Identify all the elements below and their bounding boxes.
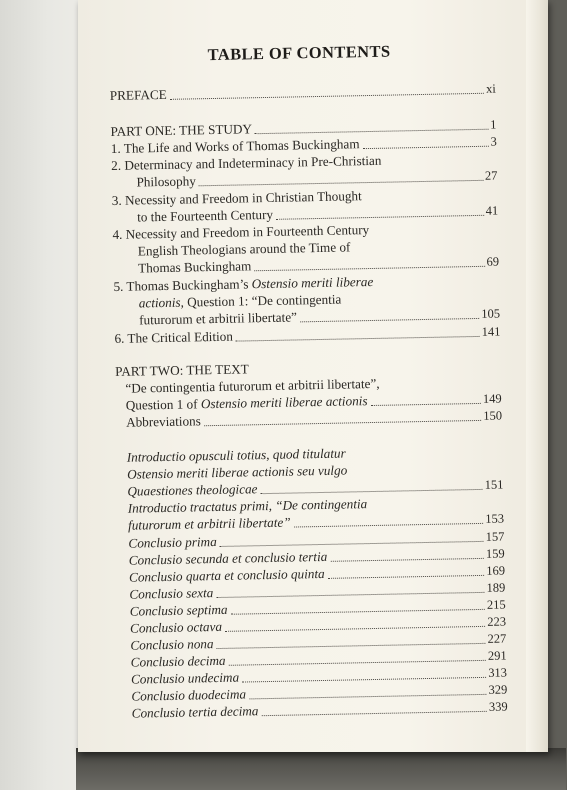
- page-number: 141: [481, 324, 501, 339]
- toc-content: [108, 0, 508, 721]
- page-number: 227: [487, 631, 507, 646]
- entry-label: Quaestiones theologicae: [127, 481, 258, 499]
- dot-leader: [300, 318, 479, 322]
- page-number: 3: [490, 134, 497, 149]
- entry-label: Conclusio nona: [130, 636, 214, 653]
- dot-leader: [170, 93, 484, 100]
- entry-label-rest: Question 1: “De contingentia: [183, 291, 342, 310]
- page-number: 149: [482, 391, 502, 406]
- entry-label: Conclusio sexta: [129, 585, 214, 602]
- toc-entry-intro-tractatus-line1: Introductio tractatus primi, “De contingentia: [127, 496, 368, 516]
- dot-leader: [363, 146, 489, 149]
- dot-leader: [199, 180, 483, 186]
- page-title: TABLE OF CONTENTS: [207, 41, 391, 65]
- entry-label: 6. The Critical Edition: [114, 328, 234, 346]
- entry-label: Conclusio secunda et conclusio tertia: [128, 548, 328, 568]
- page-number: 1: [490, 117, 497, 132]
- entry-label: Conclusio quarta et conclusio quinta: [128, 565, 325, 585]
- page-number: 291: [487, 648, 507, 663]
- toc-entry-chapter-4-line2: English Theologians around the Time of: [137, 239, 351, 259]
- entry-label: futurorum et arbitrii libertate”: [127, 514, 291, 533]
- page-number: 27: [484, 168, 498, 183]
- entry-label: Conclusio septima: [129, 601, 228, 619]
- dot-leader: [294, 523, 484, 528]
- page-number: 157: [485, 529, 505, 544]
- dot-leader: [255, 129, 488, 134]
- entry-label: 1. The Life and Works of Thomas Buckingham: [110, 136, 360, 156]
- toc-entry-text-line1: “De contingentia futurorum et arbitrii libertate”,: [125, 375, 380, 396]
- dot-leader: [261, 711, 486, 716]
- entry-label: Conclusio duodecima: [131, 686, 247, 704]
- page-number: 189: [486, 580, 506, 595]
- page-number: 150: [483, 408, 503, 423]
- dot-leader: [371, 403, 481, 406]
- dot-leader: [276, 215, 484, 220]
- entry-label-italic: Ostensio meriti liberae: [251, 273, 374, 292]
- entry-label: to the Fourteenth Century: [137, 206, 274, 225]
- page-number: 41: [485, 203, 499, 218]
- page-number: 159: [485, 546, 505, 561]
- page-number: 153: [485, 511, 505, 526]
- page-number: 223: [487, 614, 507, 629]
- page-edge: [526, 0, 548, 752]
- page-number: 69: [486, 254, 500, 269]
- toc-entry-intro-opusculi-line1: Introductio opusculi totius, quod titulatur: [126, 445, 346, 465]
- page-number: 339: [488, 699, 508, 714]
- entry-label: futurorum et arbitrii libertate”: [139, 309, 298, 328]
- dot-leader: [204, 420, 481, 426]
- dot-leader: [328, 575, 485, 579]
- dot-leader: [236, 336, 480, 342]
- entry-label-prefix: 5. Thomas Buckingham’s: [113, 276, 252, 294]
- toc-entry-part-two: PART TWO: THE TEXT: [114, 361, 249, 379]
- page-number: 215: [486, 597, 506, 612]
- entry-label: Thomas Buckingham: [138, 258, 252, 276]
- toc-entry-preface: [110, 81, 496, 104]
- entry-label: Conclusio decima: [130, 652, 226, 670]
- toc-entry-chapter-2-line1: 2. Determinacy and Indeterminacy in Pre-Christian: [111, 152, 382, 173]
- entry-label-italic: actionis,: [138, 294, 185, 311]
- entry-label: Conclusio octava: [129, 618, 223, 636]
- toc-entry-chapter-4-line1: 4. Necessity and Freedom in Fourteenth Century: [112, 222, 370, 242]
- entry-label: Conclusio undecima: [130, 669, 240, 687]
- book-page: [78, 0, 548, 752]
- entry-label-italic: Ostensio meriti liberae actionis: [200, 393, 368, 412]
- entry-label: Conclusio prima: [128, 534, 217, 551]
- entry-label: Abbreviations: [125, 413, 201, 430]
- entry-label: Conclusio tertia decima: [131, 703, 259, 721]
- page-number: 151: [484, 477, 504, 492]
- entry-label: Philosophy: [136, 173, 196, 190]
- entry-label: PREFACE: [109, 86, 167, 103]
- page-number: 329: [488, 682, 508, 697]
- page-number: 313: [488, 665, 508, 680]
- book-block-shadow: [76, 748, 566, 790]
- entry-label-prefix: Question 1 of: [125, 396, 202, 413]
- toc-entry-chapter-3-line1: 3. Necessity and Freedom in Christian Thought: [111, 188, 362, 208]
- page-number: 169: [486, 563, 506, 578]
- page-number: 105: [481, 306, 501, 321]
- toc-entry-intro-opusculi-line2: Ostensio meriti liberae actionis seu vulgo: [126, 462, 348, 482]
- entry-label: PART ONE: THE STUDY: [110, 121, 253, 139]
- dot-leader: [254, 266, 484, 271]
- table-surface: [0, 0, 80, 790]
- page-number: xi: [485, 81, 496, 96]
- dot-leader: [261, 489, 483, 494]
- dot-leader: [330, 558, 484, 562]
